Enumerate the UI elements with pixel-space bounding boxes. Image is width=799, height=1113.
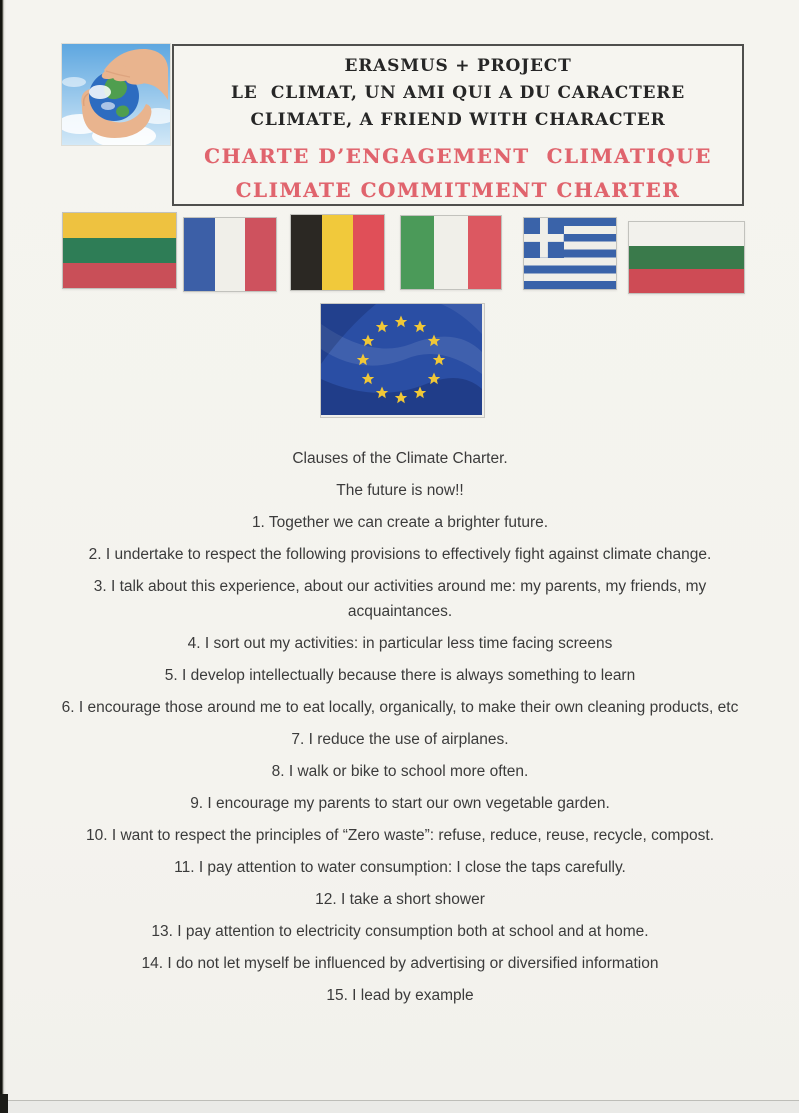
charter-clause-15: 15. I lead by example xyxy=(326,987,474,1004)
flag-france xyxy=(183,217,277,292)
charter-clause-2: 2. I undertake to respect the following provisions to effectively fight against climate change. xyxy=(88,546,712,563)
charter-clause-5: 5. I develop intellectually because there is always something to learn xyxy=(164,667,636,684)
charter-title-english: CLIMATE COMMITMENT CHARTER xyxy=(235,178,681,202)
charter-clause-8: 8. I walk or bike to school more often. xyxy=(271,763,529,780)
flag-greece-cross-canton xyxy=(524,218,564,258)
flag-stripe xyxy=(215,218,246,291)
charter-clause-1: 1. Together we can create a brighter future. xyxy=(251,514,549,531)
charter-clause-12: 12. I take a short shower xyxy=(315,891,485,908)
charter-clause-13: 13. I pay attention to electricity consumption both at school and at home. xyxy=(151,923,649,940)
flag-stripe xyxy=(468,216,501,289)
flag-stripe xyxy=(629,222,744,246)
scan-edge-left xyxy=(0,0,6,1101)
flag-stripe xyxy=(245,218,276,291)
flag-stripe xyxy=(63,238,176,263)
flag-greece xyxy=(523,217,617,290)
earth-in-hands-photo xyxy=(62,44,170,145)
flag-stripe xyxy=(63,213,176,238)
flag-bulgaria xyxy=(628,221,745,294)
flag-stripe xyxy=(629,246,744,270)
charter-clause-4: 4. I sort out my activities: in particular less time facing screens xyxy=(187,635,613,652)
flag-stripe xyxy=(353,215,384,290)
flag-lithuania xyxy=(62,212,177,289)
flag-stripe xyxy=(291,215,322,290)
flag-stripe xyxy=(63,263,176,288)
flag-stripe xyxy=(629,269,744,293)
charter-title-french: CHARTE D’ENGAGEMENT CLIMATIQUE xyxy=(204,144,712,168)
scan-edge-corner xyxy=(0,1094,8,1113)
flag-stripe xyxy=(184,218,215,291)
charter-clause-9: 9. I encourage my parents to start our own vegetable garden. xyxy=(190,795,610,812)
earth-in-hands-illustration xyxy=(62,44,170,145)
charter-clause-6: 6. I encourage those around me to eat locally, organically, to make their own cleaning products, etc xyxy=(61,699,739,716)
flag-stripe xyxy=(322,215,353,290)
flag-italy xyxy=(400,215,502,290)
charter-text-block xyxy=(20,446,780,1015)
charter-subtitle: The future is now!! xyxy=(336,482,464,499)
eu-flag-graphic xyxy=(321,304,482,415)
project-title-english: CLIMATE, A FRIEND WITH CHARACTER xyxy=(250,110,666,130)
european-union-flag xyxy=(320,303,485,418)
charter-clause-3: 3. I talk about this experience, about our activities around me: my parents, my friends, my acquaintances. xyxy=(93,578,707,620)
scanner-bed-bottom-band xyxy=(0,1100,799,1113)
flag-stripe xyxy=(401,216,434,289)
charter-clause-10: 10. I want to respect the principles of “Zero waste”: refuse, reduce, reuse, recycle, compost. xyxy=(85,827,715,844)
flag-belgium xyxy=(290,214,385,291)
project-title-french: LE CLIMAT, UN AMI QUI A DU CARACTERE xyxy=(230,83,685,103)
charter-heading: Clauses of the Climate Charter. xyxy=(292,450,508,467)
header-title-box xyxy=(172,44,744,206)
charter-clause-11: 11. I pay attention to water consumption: I close the taps carefully. xyxy=(174,859,626,876)
flag-stripe xyxy=(434,216,467,289)
charter-clause-7: 7. I reduce the use of airplanes. xyxy=(291,731,509,748)
erasmus-project-line: ERASMUS + PROJECT xyxy=(344,56,572,76)
charter-clause-14: 14. I do not let myself be influenced by advertising or diversified information xyxy=(141,955,659,972)
